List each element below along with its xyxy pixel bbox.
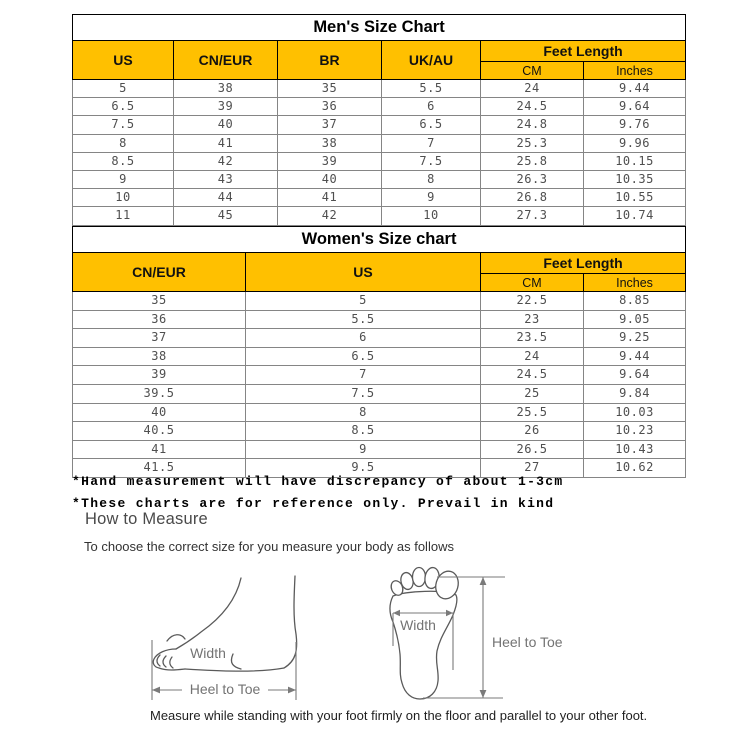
size-cell: 10 bbox=[382, 207, 481, 225]
size-cell: 7 bbox=[246, 366, 481, 385]
mens-size-table bbox=[72, 14, 686, 226]
size-cell: 10.74 bbox=[584, 207, 686, 225]
size-cell: 40 bbox=[278, 171, 382, 189]
size-cell: 10.62 bbox=[584, 459, 686, 478]
size-cell: 39.5 bbox=[73, 384, 246, 403]
table-row bbox=[73, 384, 686, 403]
size-cell: 10.55 bbox=[584, 189, 686, 207]
size-cell: 7.5 bbox=[73, 116, 174, 134]
size-cell: 40 bbox=[73, 403, 246, 422]
size-cell: 25.8 bbox=[481, 152, 584, 170]
size-cell: 25.3 bbox=[481, 134, 584, 152]
size-cell: 41 bbox=[174, 134, 278, 152]
table-row bbox=[73, 403, 686, 422]
size-cell: 35 bbox=[73, 292, 246, 311]
size-cell: 8 bbox=[73, 134, 174, 152]
column-header-us: US bbox=[246, 253, 481, 292]
size-cell: 38 bbox=[278, 134, 382, 152]
table-row bbox=[73, 134, 686, 152]
size-cell: 25.5 bbox=[481, 403, 584, 422]
size-cell: 36 bbox=[278, 98, 382, 116]
womens-size-table bbox=[72, 226, 686, 478]
foot-sole-view-diagram bbox=[385, 558, 575, 708]
size-cell: 5 bbox=[246, 292, 481, 311]
column-header-cm: CM bbox=[481, 274, 584, 292]
size-cell: 6.5 bbox=[73, 98, 174, 116]
size-cell: 39 bbox=[73, 366, 246, 385]
table-row bbox=[73, 98, 686, 116]
mens-chart-title: Men's Size Chart bbox=[73, 15, 686, 41]
size-cell: 8.85 bbox=[584, 292, 686, 311]
how-to-measure-title: How to Measure bbox=[85, 510, 208, 528]
size-cell: 26.5 bbox=[481, 440, 584, 459]
size-cell: 9.5 bbox=[246, 459, 481, 478]
size-cell: 41 bbox=[73, 440, 246, 459]
size-cell: 9.44 bbox=[584, 347, 686, 366]
size-cell: 6 bbox=[246, 329, 481, 348]
disclaimer-notes bbox=[72, 471, 563, 515]
table-row bbox=[73, 366, 686, 385]
size-cell: 40 bbox=[174, 116, 278, 134]
column-header-cm: CM bbox=[481, 62, 584, 80]
size-cell: 9.05 bbox=[584, 310, 686, 329]
size-cell: 37 bbox=[278, 116, 382, 134]
size-cell: 8 bbox=[382, 171, 481, 189]
table-row bbox=[73, 207, 686, 225]
size-cell: 35 bbox=[278, 80, 382, 98]
size-cell: 41 bbox=[278, 189, 382, 207]
size-cell: 8.5 bbox=[246, 422, 481, 441]
size-cell: 10.15 bbox=[584, 152, 686, 170]
size-cell: 8 bbox=[246, 403, 481, 422]
mens-size-rows bbox=[73, 80, 686, 226]
table-row bbox=[73, 329, 686, 348]
size-cell: 23 bbox=[481, 310, 584, 329]
table-row bbox=[73, 292, 686, 311]
size-cell: 27.3 bbox=[481, 207, 584, 225]
table-row bbox=[73, 310, 686, 329]
note-line: *These charts are for reference only. Prevail in kind bbox=[72, 496, 555, 511]
size-cell: 24.8 bbox=[481, 116, 584, 134]
size-cell: 40.5 bbox=[73, 422, 246, 441]
column-header-us: US bbox=[73, 41, 174, 80]
size-cell: 25 bbox=[481, 384, 584, 403]
column-header-cn-eur: CN/EUR bbox=[174, 41, 278, 80]
size-cell: 9.64 bbox=[584, 98, 686, 116]
size-cell: 9.76 bbox=[584, 116, 686, 134]
table-row bbox=[73, 440, 686, 459]
size-cell: 39 bbox=[278, 152, 382, 170]
size-cell: 5 bbox=[73, 80, 174, 98]
size-cell: 10 bbox=[73, 189, 174, 207]
size-cell: 9.44 bbox=[584, 80, 686, 98]
table-row bbox=[73, 422, 686, 441]
how-to-measure-subtitle: To choose the correct size for you measure your body as follows bbox=[84, 539, 454, 554]
column-header-feet-length: Feet Length bbox=[481, 41, 686, 62]
size-cell: 6.5 bbox=[382, 116, 481, 134]
size-cell: 9.96 bbox=[584, 134, 686, 152]
column-header-uk-au: UK/AU bbox=[382, 41, 481, 80]
size-cell: 6 bbox=[382, 98, 481, 116]
size-cell: 42 bbox=[174, 152, 278, 170]
size-cell: 8.5 bbox=[73, 152, 174, 170]
size-cell: 5.5 bbox=[382, 80, 481, 98]
table-row bbox=[73, 80, 686, 98]
side-heel-to-toe-label: Heel to Toe bbox=[189, 681, 261, 697]
column-header-inches: Inches bbox=[584, 274, 686, 292]
table-row bbox=[73, 116, 686, 134]
table-row bbox=[73, 152, 686, 170]
table-row bbox=[73, 189, 686, 207]
size-cell: 24.5 bbox=[481, 366, 584, 385]
size-cell: 45 bbox=[174, 207, 278, 225]
size-cell: 10.23 bbox=[584, 422, 686, 441]
size-cell: 10.03 bbox=[584, 403, 686, 422]
column-header-br: BR bbox=[278, 41, 382, 80]
size-cell: 7.5 bbox=[382, 152, 481, 170]
size-cell: 26.3 bbox=[481, 171, 584, 189]
size-cell: 24.5 bbox=[481, 98, 584, 116]
womens-chart-title: Women's Size chart bbox=[73, 227, 686, 253]
size-cell: 9 bbox=[382, 189, 481, 207]
size-cell: 9 bbox=[246, 440, 481, 459]
size-cell: 36 bbox=[73, 310, 246, 329]
note-line: *Hand measurement will have discrepancy of about 1-3cm bbox=[72, 474, 564, 489]
size-cell: 9.84 bbox=[584, 384, 686, 403]
size-cell: 9.25 bbox=[584, 329, 686, 348]
size-cell: 24 bbox=[481, 347, 584, 366]
size-cell: 23.5 bbox=[481, 329, 584, 348]
measure-instruction-caption: Measure while standing with your foot firmly on the floor and parallel to your other foot. bbox=[150, 708, 648, 723]
size-cell: 9.64 bbox=[584, 366, 686, 385]
size-cell: 7 bbox=[382, 134, 481, 152]
sole-heel-to-toe-label: Heel to Toe bbox=[492, 634, 563, 650]
column-header-cn-eur: CN/EUR bbox=[73, 253, 246, 292]
size-cell: 38 bbox=[174, 80, 278, 98]
size-cell: 9 bbox=[73, 171, 174, 189]
size-cell: 26 bbox=[481, 422, 584, 441]
size-cell: 11 bbox=[73, 207, 174, 225]
side-width-label: Width bbox=[190, 645, 226, 661]
size-cell: 6.5 bbox=[246, 347, 481, 366]
sole-width-label: Width bbox=[400, 617, 436, 633]
size-cell: 10.35 bbox=[584, 171, 686, 189]
size-cell: 38 bbox=[73, 347, 246, 366]
size-cell: 39 bbox=[174, 98, 278, 116]
size-cell: 26.8 bbox=[481, 189, 584, 207]
column-header-inches: Inches bbox=[584, 62, 686, 80]
size-cell: 42 bbox=[278, 207, 382, 225]
size-cell: 41.5 bbox=[73, 459, 246, 478]
size-cell: 7.5 bbox=[246, 384, 481, 403]
size-cell: 44 bbox=[174, 189, 278, 207]
size-cell: 27 bbox=[481, 459, 584, 478]
size-cell: 10.43 bbox=[584, 440, 686, 459]
size-cell: 22.5 bbox=[481, 292, 584, 311]
size-cell: 37 bbox=[73, 329, 246, 348]
table-row bbox=[73, 171, 686, 189]
size-cell: 24 bbox=[481, 80, 584, 98]
table-row bbox=[73, 347, 686, 366]
foot-side-view-diagram bbox=[145, 562, 340, 707]
size-cell: 5.5 bbox=[246, 310, 481, 329]
size-cell: 43 bbox=[174, 171, 278, 189]
womens-size-rows bbox=[73, 292, 686, 478]
column-header-feet-length: Feet Length bbox=[481, 253, 686, 274]
